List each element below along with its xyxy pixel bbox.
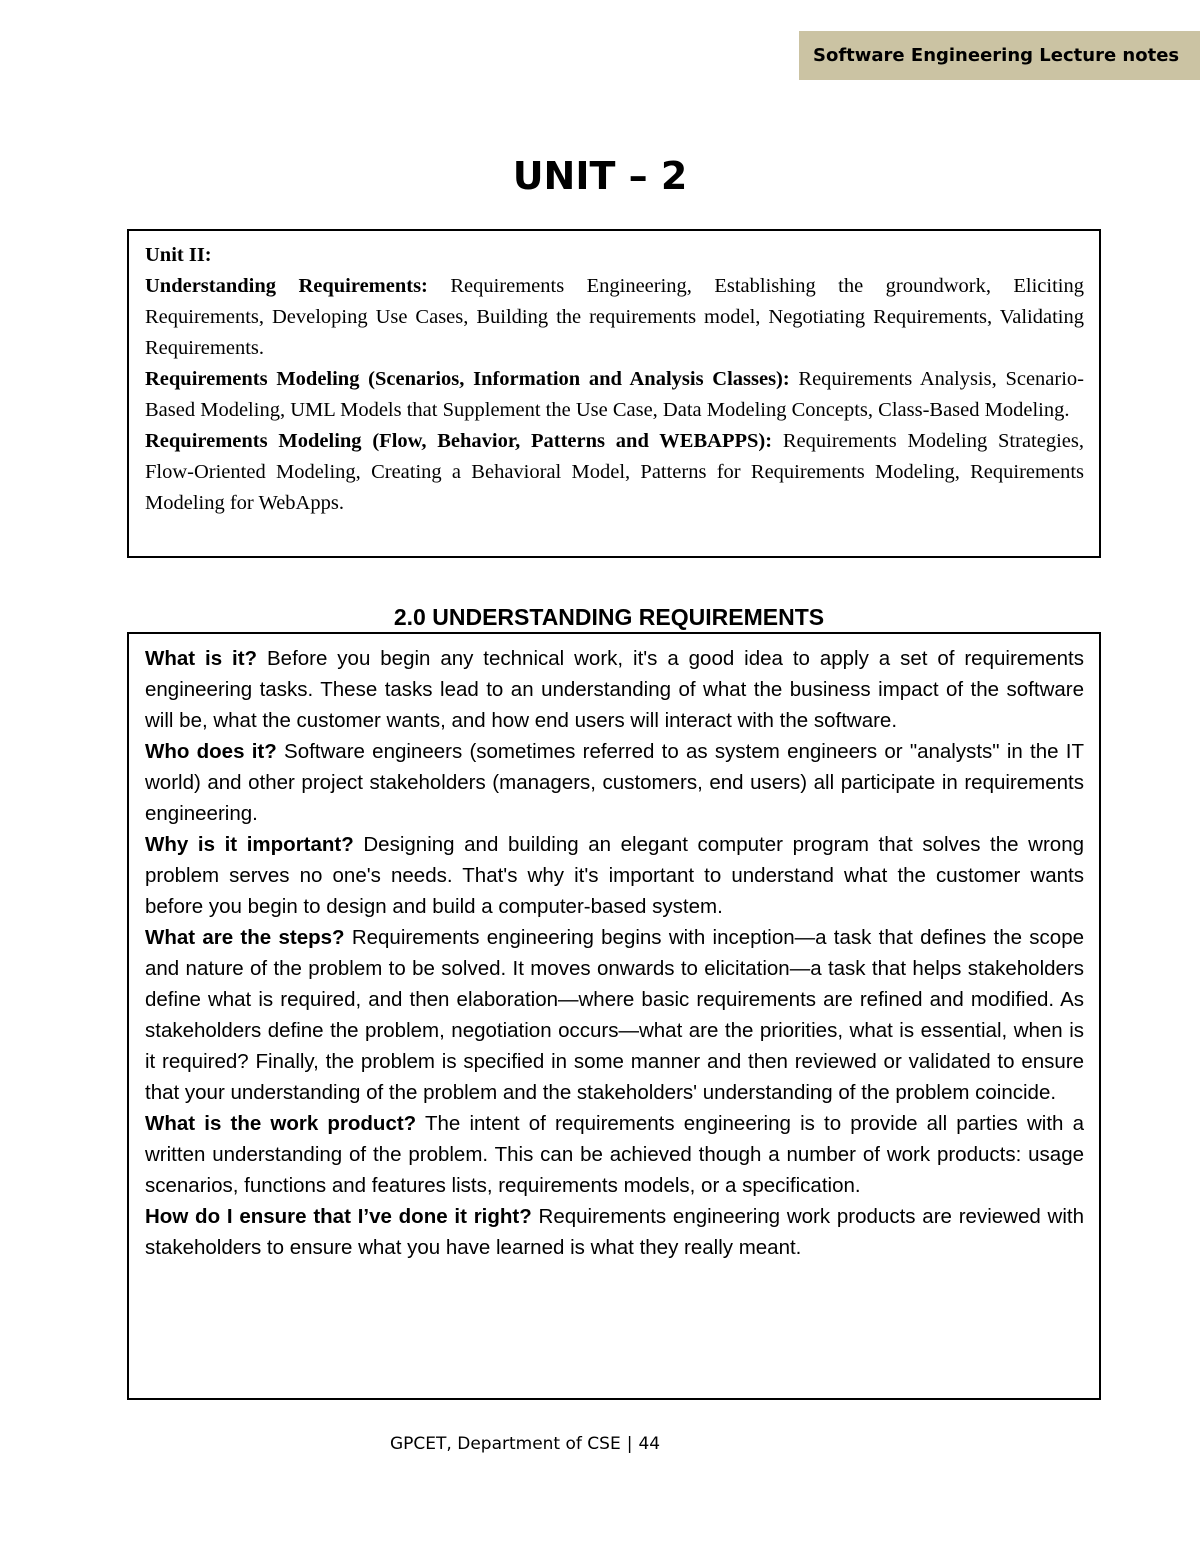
header-label: Software Engineering Lecture notes [813, 45, 1180, 66]
qa-item [145, 1201, 1084, 1263]
qa-item [145, 922, 1084, 1108]
qa-item [145, 643, 1084, 736]
qa-answer: Requirements engineering work products are reviewed with stakeholders to ensure what you have learned is what they really meant. [145, 1205, 1084, 1259]
qa-answer: Designing and building an elegant computer program that solves the wrong problem serves no one's needs. That's why it's important to understand what the customer wants before you begin to design and build a computer-based system. [145, 833, 1084, 918]
unit-title: UNIT – 2 [512, 154, 688, 198]
qa-question: What is the work product? [145, 1112, 417, 1135]
qa-answer: Software engineers (sometimes referred to as system engineers or "analysts" in the IT world) and other project stakeholders (managers, customers, end users) all participate in requirements engineering. [145, 740, 1084, 825]
qa-answer: Before you begin any technical work, it's a good idea to apply a set of requirements engineering tasks. These tasks lead to an understanding of what the business impact of the software will be, what the customer wants, and how end users will interact with the software. [145, 647, 1084, 732]
syllabus-topic-title: Understanding Requirements: [145, 275, 428, 297]
syllabus-topic-text: Requirements Modeling Strategies, Flow-Oriented Modeling, Creating a Behavioral Model, Patterns for Requirements Modeling, Requirements Modeling for WebApps. [145, 430, 1084, 514]
section-title: 2.0 UNDERSTANDING REQUIREMENTS [393, 604, 825, 630]
qa-question: How do I ensure that I’ve done it right? [145, 1205, 532, 1228]
syllabus-topic [145, 271, 1084, 364]
qa-answer: The intent of requirements engineering is to provide all parties with a written understanding of the problem. This can be achieved though a number of work products: usage scenarios, functions and features lists, requirements models, or a specification. [145, 1112, 1084, 1197]
qa-question: Who does it? [145, 740, 277, 763]
qa-answer: Requirements engineering begins with inception—a task that defines the scope and nature of the problem to be solved. It moves onwards to elicitation—a task that helps stakeholders define what is required, and then elaboration—where basic requirements are refined and modified. As stakeholders define the problem, negotiation occurs—what are the priorities, what is essential, when is it required? Finally, the problem is specified in some manner and then reviewed or validated to ensure that your understanding of the problem and the stakeholders' understanding of the problem coincide. [145, 926, 1085, 1104]
footer-page-number: 44 [638, 1434, 661, 1454]
footer-department: GPCET, Department of CSE [390, 1434, 621, 1454]
syllabus-heading: Unit II: [145, 244, 212, 266]
syllabus-topic-text: Requirements Analysis, Scenario-Based Modeling, UML Models that Supplement the Use Case, Data Modeling Concepts, Class-Based Modeling. [145, 368, 1084, 421]
syllabus-topic-title: Requirements Modeling (Scenarios, Information and Analysis Classes): [145, 368, 790, 390]
footer-separator: | [626, 1434, 633, 1454]
page-footer [390, 1430, 660, 1458]
syllabus-topic [145, 364, 1084, 426]
qa-item [145, 829, 1084, 922]
qa-box [127, 632, 1101, 1400]
header-band [799, 31, 1200, 80]
syllabus-topic [145, 426, 1084, 519]
syllabus-topic-text: Requirements Engineering, Establishing the groundwork, Eliciting Requirements, Developing Use Cases, Building the requirements model, Negotiating Requirements, Validating Requirements. [145, 275, 1084, 359]
qa-item [145, 1108, 1084, 1201]
qa-question: What are the steps? [145, 926, 345, 949]
syllabus-box [127, 229, 1101, 558]
syllabus-topic-title: Requirements Modeling (Flow, Behavior, Patterns and WEBAPPS): [145, 430, 773, 452]
qa-item [145, 736, 1084, 829]
qa-question: Why is it important? [145, 833, 354, 856]
qa-question: What is it? [145, 647, 258, 670]
